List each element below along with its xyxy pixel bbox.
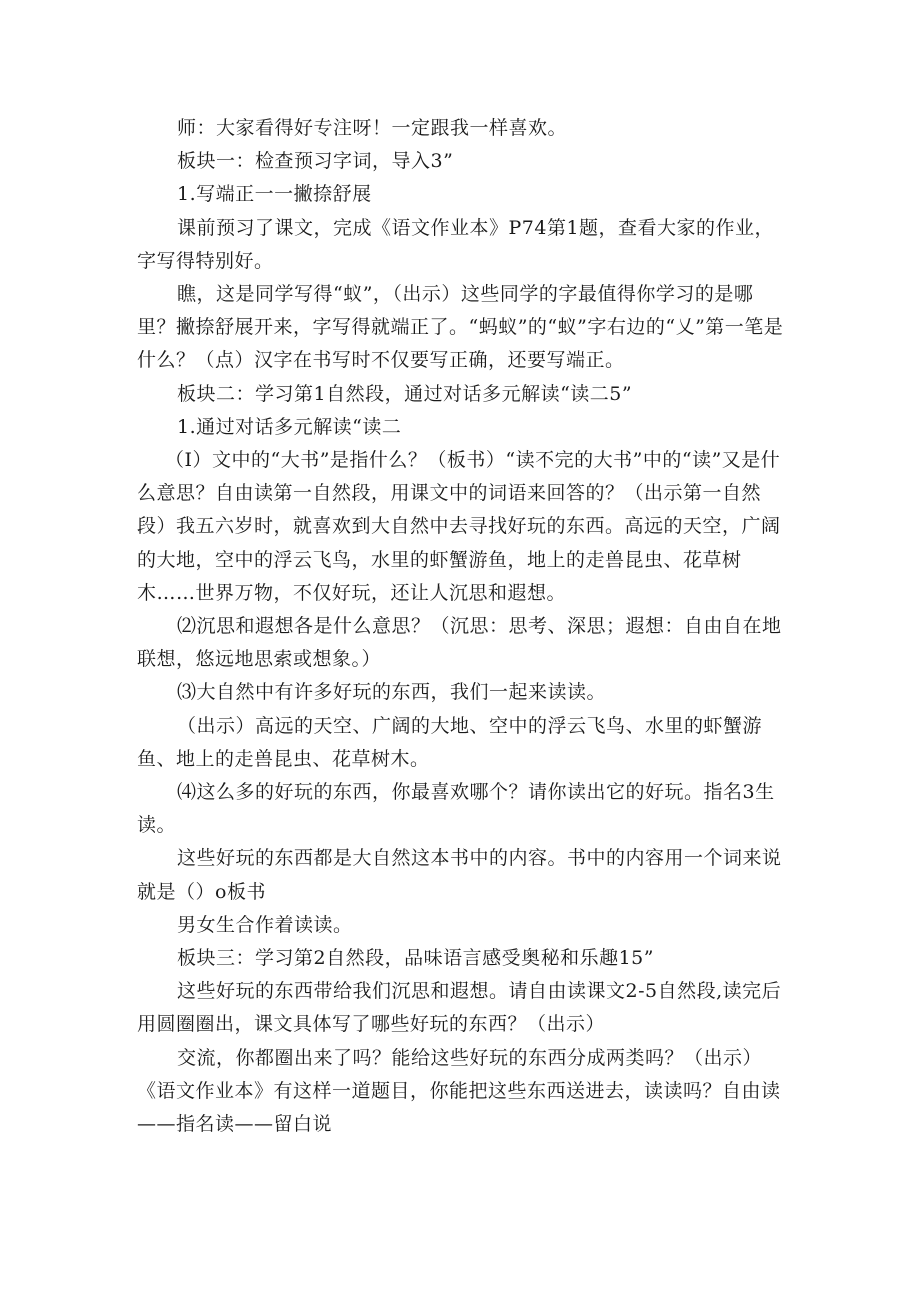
paragraph: ⑵沉思和遐想各是什么意思？（沉思：思考、深思；遐想：自由自在地联想，悠远地思索或想象。） [137, 615, 782, 671]
paragraph: （I）文中的“大书”是指什么？（板书）“读不完的大书”中的“读”又是什么意思？自由读第一自然段，用课文中的词语来回答的？（出示第一自然段）我五六岁时，就喜欢到大自然中去寻找好玩的东西。高远的天空，广阔的大地，空中的浮云飞鸟，水里的虾蟹游鱼，地上的走兽昆虫、花草树木……世界万物，不仅好玩，还让人沉思和遐想。 [137, 449, 781, 604]
section-heading: 板块一：检查预习字词，导入3” [177, 150, 454, 173]
section-heading: 板块二：学习第1自然段，通过对话多元解读“读二5” [177, 382, 633, 405]
paragraph: 瞧，这是同学写得“蚁”，（出示）这些同学的字最值得你学习的是哪里？撇捺舒展开来，字写得就端正了。“蚂蚁”的“蚁”字右边的“乂”第一笔是什么？（点）汉字在书写时不仅要写正确，还要写端正。 [137, 283, 784, 372]
paragraph: 交流，你都圈出来了吗？能给这些好玩的东西分成两类吗？（出示）《语文作业本》有这样一道题目，你能把这些东西送进去，读读吗？自由读——指名读——留白说 [137, 1046, 781, 1136]
paragraph: ⑶大自然中有许多好玩的东西，我们一起来读读。 [177, 681, 607, 704]
paragraph: 课前预习了课文，完成《语文作业本》P74第1题，查看大家的作业，字写得特别好。 [137, 216, 775, 272]
sub-heading: 1.写端正一一撇捺舒展 [177, 183, 372, 206]
lesson-text [137, 112, 787, 1141]
section-heading: 板块三：学习第2自然段，品味语言感受奥秘和乐趣15” [177, 947, 654, 970]
paragraph: （出示）高远的天空、广阔的大地、空中的浮云飞鸟、水里的虾蟹游鱼、地上的走兽昆虫、花草树木。 [137, 714, 763, 770]
paragraph: ⑷这么多的好玩的东西，你最喜欢哪个？请你读出它的好玩。指名3生读。 [137, 781, 775, 837]
paragraph: 男女生合作着读读。 [177, 913, 353, 936]
paragraph: 师：大家看得好专注呀！一定跟我一样喜欢。 [177, 117, 568, 139]
sub-heading: 1.通过对话多元解读“读二 [177, 415, 402, 438]
paragraph: 这些好玩的东西带给我们沉思和遐想。请自由读课文2-5自然段,读完后用圆圈圈出，课文具体写了哪些好玩的东西？（出示） [137, 980, 782, 1036]
paragraph: 这些好玩的东西都是大自然这本书中的内容。书中的内容用一个词来说就是（）o板书 [137, 847, 782, 903]
